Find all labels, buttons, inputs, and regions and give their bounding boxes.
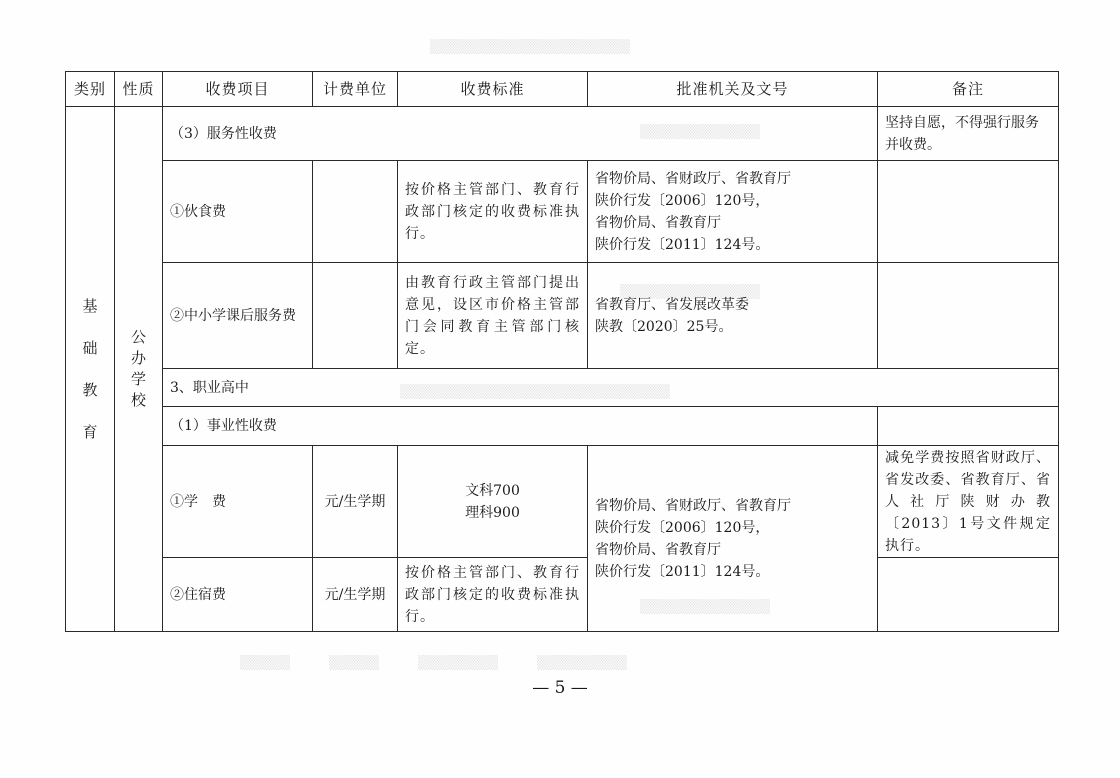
- category-cell: 基 础 教 育: [66, 107, 115, 632]
- fee-item-cell: ①伙食费: [163, 161, 313, 263]
- table-row: [66, 263, 1059, 369]
- header-fee-standard: 收费标准: [398, 72, 588, 107]
- fee-item-cell: ②住宿费: [163, 558, 313, 632]
- table-row: [66, 369, 1059, 407]
- approval-cell: 省教育厅、省发展改革委 陕教〔2020〕25号。: [588, 263, 878, 369]
- section-label: 3、职业高中: [163, 369, 1059, 407]
- section-label: （3）服务性收费: [163, 107, 878, 161]
- table-row: [66, 558, 1059, 632]
- billing-unit-cell: 元/生学期: [313, 558, 398, 632]
- table-row: [66, 407, 1059, 446]
- bleed-through-text: ▒▒▒▒▒ ▒▒▒▒▒ ▒▒▒▒▒▒▒▒ ▒▒▒▒▒▒▒▒▒: [240, 656, 627, 671]
- fee-item-cell: ①学 费: [163, 446, 313, 558]
- fee-standard-cell: 由教育行政主管部门提出意见，设区市价格主管部门会同教育主管部门核定。: [398, 263, 588, 369]
- billing-unit-cell: [313, 161, 398, 263]
- bleed-through-text: ▒▒▒▒▒▒▒▒▒▒▒▒▒: [640, 600, 770, 615]
- header-fee-item: 收费项目: [163, 72, 313, 107]
- header-remarks: 备注: [878, 72, 1059, 107]
- bleed-through-text: ▒▒▒▒▒▒▒▒▒▒▒▒▒▒: [620, 285, 760, 300]
- fee-table: [65, 71, 1059, 632]
- header-nature: 性质: [115, 72, 163, 107]
- billing-unit-cell: [313, 263, 398, 369]
- approval-cell: 省物价局、省财政厅、省教育厅 陕价行发〔2006〕120号， 省物价局、省教育厅 陕价行发〔2011〕124号。: [588, 446, 878, 632]
- approval-cell: 省物价局、省财政厅、省教育厅 陕价行发〔2006〕120号， 省物价局、省教育厅 陕价行发〔2011〕124号。: [588, 161, 878, 263]
- header-category: 类别: [66, 72, 115, 107]
- bleed-through-text: ▒▒▒▒▒▒▒▒▒▒▒▒▒▒▒▒▒▒▒▒: [430, 40, 630, 55]
- remarks-cell: [878, 407, 1059, 446]
- remarks-cell: [878, 558, 1059, 632]
- remarks-cell: 减免学费按照省财政厅、省发改委、省教育厅、省人社厅陕财办教〔2013〕1号文件规定执行。: [878, 446, 1059, 558]
- remarks-cell: [878, 263, 1059, 369]
- fee-item-cell: ②中小学课后服务费: [163, 263, 313, 369]
- header-approval-authority: 批准机关及文号: [588, 72, 878, 107]
- bleed-through-text: ▒▒▒▒▒▒▒▒▒▒▒▒▒▒▒▒▒▒▒▒▒▒▒▒▒▒▒: [400, 385, 670, 400]
- table-row: [66, 446, 1059, 558]
- fee-standard-cell: 文科700 理科900: [398, 446, 588, 558]
- fee-standard-cell: 按价格主管部门、教育行政部门核定的收费标准执行。: [398, 558, 588, 632]
- remarks-cell: [878, 161, 1059, 263]
- table-header-row: [66, 72, 1059, 107]
- section-label: （1）事业性收费: [163, 407, 878, 446]
- nature-cell: 公 办 学 校: [115, 107, 163, 632]
- header-billing-unit: 计费单位: [313, 72, 398, 107]
- table-row: [66, 107, 1059, 161]
- billing-unit-cell: 元/生学期: [313, 446, 398, 558]
- table-row: [66, 161, 1059, 263]
- remarks-cell: 坚持自愿，不得强行服务并收费。: [878, 107, 1059, 161]
- page-number: — 5 —: [532, 678, 588, 698]
- bleed-through-text: ▒▒▒▒▒▒▒▒▒▒▒▒: [640, 125, 760, 140]
- fee-standard-cell: 按价格主管部门、教育行政部门核定的收费标准执行。: [398, 161, 588, 263]
